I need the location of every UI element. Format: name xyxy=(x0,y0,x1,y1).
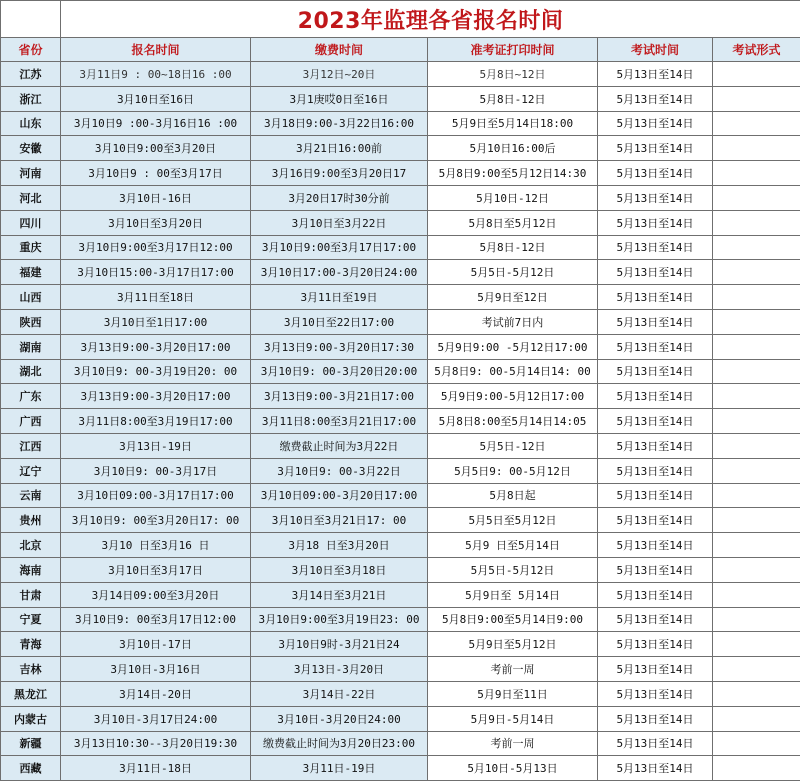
exam-time-cell: 5月13日至14日 xyxy=(598,433,713,458)
admit-card-time-cell: 5月10日16:00后 xyxy=(428,136,598,161)
exam-time-cell: 5月13日至14日 xyxy=(598,706,713,731)
registration-time-cell: 3月14日09:00至3月20日 xyxy=(61,582,251,607)
exam-format-cell xyxy=(713,384,800,409)
table-row xyxy=(1,607,800,632)
payment-time-cell: 3月13日9:00-3月21日17:00 xyxy=(251,384,428,409)
payment-time-cell: 3月13日-3月20日 xyxy=(251,657,428,682)
province-cell: 北京 xyxy=(1,533,61,558)
header-province: 省份 xyxy=(1,38,61,62)
exam-time-cell: 5月13日至14日 xyxy=(598,86,713,111)
registration-time-cell: 3月10日9:00至3月20日 xyxy=(61,136,251,161)
table-row xyxy=(1,706,800,731)
table-row xyxy=(1,508,800,533)
payment-time-cell: 3月14日-22日 xyxy=(251,681,428,706)
province-cell: 吉林 xyxy=(1,657,61,682)
table-row xyxy=(1,62,800,87)
exam-time-cell: 5月13日至14日 xyxy=(598,458,713,483)
title-row xyxy=(1,1,800,38)
province-cell: 陕西 xyxy=(1,309,61,334)
exam-time-cell: 5月13日至14日 xyxy=(598,657,713,682)
exam-format-cell xyxy=(713,136,800,161)
exam-format-cell xyxy=(713,607,800,632)
exam-time-cell: 5月13日至14日 xyxy=(598,210,713,235)
payment-time-cell: 3月10日9时-3月21日24 xyxy=(251,632,428,657)
registration-time-cell: 3月10日至1日17:00 xyxy=(61,309,251,334)
header-admit-card-time: 准考证打印时间 xyxy=(428,38,598,62)
registration-time-cell: 3月11日9 : 00~18日16 :00 xyxy=(61,62,251,87)
province-cell: 辽宁 xyxy=(1,458,61,483)
exam-time-cell: 5月13日至14日 xyxy=(598,185,713,210)
table-row xyxy=(1,409,800,434)
header-registration-time: 报名时间 xyxy=(61,38,251,62)
exam-time-cell: 5月13日至14日 xyxy=(598,111,713,136)
registration-time-cell: 3月10日-16日 xyxy=(61,185,251,210)
admit-card-time-cell: 5月5日9: 00-5月12日 xyxy=(428,458,598,483)
table-title xyxy=(61,1,800,38)
exam-time-cell: 5月13日至14日 xyxy=(598,285,713,310)
payment-time-cell: 3月21日16:00前 xyxy=(251,136,428,161)
province-cell: 青海 xyxy=(1,632,61,657)
province-cell: 山东 xyxy=(1,111,61,136)
exam-time-cell: 5月13日至14日 xyxy=(598,756,713,781)
table-row xyxy=(1,111,800,136)
exam-time-cell: 5月13日至14日 xyxy=(598,632,713,657)
exam-format-cell xyxy=(713,285,800,310)
admit-card-time-cell: 5月9日至12日 xyxy=(428,285,598,310)
admit-card-time-cell: 5月9日至11日 xyxy=(428,681,598,706)
payment-time-cell: 3月10日9: 00-3月22日 xyxy=(251,458,428,483)
exam-format-cell xyxy=(713,409,800,434)
header-row xyxy=(1,38,800,62)
province-cell: 浙江 xyxy=(1,86,61,111)
registration-time-cell: 3月10日9:00至3月17日12:00 xyxy=(61,235,251,260)
admit-card-time-cell: 5月8日~12日 xyxy=(428,62,598,87)
exam-time-cell: 5月13日至14日 xyxy=(598,161,713,186)
province-cell: 河南 xyxy=(1,161,61,186)
registration-time-cell: 3月10日9: 00-3月19日20: 00 xyxy=(61,359,251,384)
admit-card-time-cell: 5月5日-5月12日 xyxy=(428,260,598,285)
exam-time-cell: 5月13日至14日 xyxy=(598,409,713,434)
exam-time-cell: 5月13日至14日 xyxy=(598,508,713,533)
table-row xyxy=(1,285,800,310)
province-cell: 广西 xyxy=(1,409,61,434)
admit-card-time-cell: 5月5日-5月12日 xyxy=(428,557,598,582)
registration-time-cell: 3月11日至18日 xyxy=(61,285,251,310)
table-row xyxy=(1,657,800,682)
table-row xyxy=(1,260,800,285)
table-row xyxy=(1,582,800,607)
registration-time-cell: 3月13日9:00-3月20日17:00 xyxy=(61,384,251,409)
admit-card-time-cell: 5月8日至5月12日 xyxy=(428,210,598,235)
exam-time-cell: 5月13日至14日 xyxy=(598,607,713,632)
registration-time-cell: 3月10日9: 00至3月20日17: 00 xyxy=(61,508,251,533)
province-cell: 四川 xyxy=(1,210,61,235)
admit-card-time-cell: 5月8日9: 00-5月14日14: 00 xyxy=(428,359,598,384)
admit-card-time-cell: 5月9日至5月12日 xyxy=(428,632,598,657)
header-exam-format: 考试形式 xyxy=(713,38,800,62)
exam-time-cell: 5月13日至14日 xyxy=(598,582,713,607)
exam-time-cell: 5月13日至14日 xyxy=(598,533,713,558)
admit-card-time-cell: 5月9日9:00-5月12日17:00 xyxy=(428,384,598,409)
payment-time-cell: 3月11日至19日 xyxy=(251,285,428,310)
exam-format-cell xyxy=(713,111,800,136)
exam-format-cell xyxy=(713,582,800,607)
province-cell: 江西 xyxy=(1,433,61,458)
province-cell: 宁夏 xyxy=(1,607,61,632)
admit-card-time-cell: 5月9日-5月14日 xyxy=(428,706,598,731)
payment-time-cell: 3月10日至3月21日17: 00 xyxy=(251,508,428,533)
admit-card-time-cell: 5月8日-12日 xyxy=(428,235,598,260)
province-cell: 河北 xyxy=(1,185,61,210)
exam-time-cell: 5月13日至14日 xyxy=(598,235,713,260)
province-cell: 重庆 xyxy=(1,235,61,260)
province-cell: 湖北 xyxy=(1,359,61,384)
table-row xyxy=(1,235,800,260)
table-row xyxy=(1,433,800,458)
exam-format-cell xyxy=(713,235,800,260)
registration-time-cell: 3月10日至3月20日 xyxy=(61,210,251,235)
exam-format-cell xyxy=(713,86,800,111)
table-row xyxy=(1,681,800,706)
admit-card-time-cell: 5月9日至5月14日18:00 xyxy=(428,111,598,136)
registration-time-cell: 3月14日-20日 xyxy=(61,681,251,706)
payment-time-cell: 3月12日~20日 xyxy=(251,62,428,87)
payment-time-cell: 3月10日9:00至3月17日17:00 xyxy=(251,235,428,260)
exam-format-cell xyxy=(713,706,800,731)
table-row xyxy=(1,210,800,235)
registration-time-cell: 3月11日8:00至3月19日17:00 xyxy=(61,409,251,434)
table-row xyxy=(1,632,800,657)
registration-time-cell: 3月10日15:00-3月17日17:00 xyxy=(61,260,251,285)
exam-format-cell xyxy=(713,483,800,508)
registration-time-cell: 3月10日9 :00-3月16日16 :00 xyxy=(61,111,251,136)
admit-card-time-cell: 5月5日-12日 xyxy=(428,433,598,458)
exam-time-cell: 5月13日至14日 xyxy=(598,136,713,161)
exam-format-cell xyxy=(713,433,800,458)
payment-time-cell: 3月10日-3月20日24:00 xyxy=(251,706,428,731)
admit-card-time-cell: 考前一周 xyxy=(428,657,598,682)
registration-time-cell: 3月10日-3月17日24:00 xyxy=(61,706,251,731)
registration-time-cell: 3月10日至3月17日 xyxy=(61,557,251,582)
registration-time-cell: 3月13日9:00-3月20日17:00 xyxy=(61,334,251,359)
registration-time-cell: 3月10日-3月16日 xyxy=(61,657,251,682)
registration-time-cell: 3月10日09:00-3月17日17:00 xyxy=(61,483,251,508)
table-row xyxy=(1,309,800,334)
exam-format-cell xyxy=(713,185,800,210)
exam-time-cell: 5月13日至14日 xyxy=(598,334,713,359)
registration-time-cell: 3月10日-17日 xyxy=(61,632,251,657)
exam-format-cell xyxy=(713,309,800,334)
exam-time-cell: 5月13日至14日 xyxy=(598,731,713,756)
header-exam-time: 考试时间 xyxy=(598,38,713,62)
admit-card-time-cell: 5月8日8:00至5月14日14:05 xyxy=(428,409,598,434)
registration-time-cell: 3月13日-19日 xyxy=(61,433,251,458)
admit-card-time-cell: 5月8日9:00至5月14日9:00 xyxy=(428,607,598,632)
registration-time-cell: 3月10日9 : 00至3月17日 xyxy=(61,161,251,186)
admit-card-time-cell: 5月9日至 5月14日 xyxy=(428,582,598,607)
admit-card-time-cell: 5月5日至5月12日 xyxy=(428,508,598,533)
exam-format-cell xyxy=(713,731,800,756)
province-cell: 山西 xyxy=(1,285,61,310)
payment-time-cell: 缴费截止时间为3月22日 xyxy=(251,433,428,458)
payment-time-cell: 3月10日至3月18日 xyxy=(251,557,428,582)
exam-format-cell xyxy=(713,657,800,682)
province-cell: 甘肃 xyxy=(1,582,61,607)
payment-time-cell: 3月11日-19日 xyxy=(251,756,428,781)
registration-time-cell: 3月10日至16日 xyxy=(61,86,251,111)
payment-time-cell: 3月11日8:00至3月21日17:00 xyxy=(251,409,428,434)
payment-time-cell: 3月10日9:00至3月19日23: 00 xyxy=(251,607,428,632)
admit-card-time-cell: 5月10日-12日 xyxy=(428,185,598,210)
province-cell: 云南 xyxy=(1,483,61,508)
province-cell: 广东 xyxy=(1,384,61,409)
exam-time-cell: 5月13日至14日 xyxy=(598,681,713,706)
table-row xyxy=(1,756,800,781)
admit-card-time-cell: 5月8日起 xyxy=(428,483,598,508)
table-row xyxy=(1,483,800,508)
exam-format-cell xyxy=(713,557,800,582)
table-row xyxy=(1,161,800,186)
province-cell: 新疆 xyxy=(1,731,61,756)
admit-card-time-cell: 考前一周 xyxy=(428,731,598,756)
admit-card-time-cell: 5月10日-5月13日 xyxy=(428,756,598,781)
registration-time-cell: 3月10日9: 00-3月17日 xyxy=(61,458,251,483)
payment-time-cell: 3月16日9:00至3月20日17 xyxy=(251,161,428,186)
payment-time-cell: 3月20日17时30分前 xyxy=(251,185,428,210)
exam-format-cell xyxy=(713,210,800,235)
payment-time-cell: 3月10日至22日17:00 xyxy=(251,309,428,334)
exam-format-cell xyxy=(713,508,800,533)
exam-time-cell: 5月13日至14日 xyxy=(598,557,713,582)
payment-time-cell: 3月18日9:00-3月22日16:00 xyxy=(251,111,428,136)
exam-time-cell: 5月13日至14日 xyxy=(598,483,713,508)
exam-format-cell xyxy=(713,681,800,706)
payment-time-cell: 3月14日至3月21日 xyxy=(251,582,428,607)
admit-card-time-cell: 5月9日9:00 -5月12日17:00 xyxy=(428,334,598,359)
exam-time-cell: 5月13日至14日 xyxy=(598,309,713,334)
admit-card-time-cell: 5月8日9:00至5月12日14:30 xyxy=(428,161,598,186)
payment-time-cell: 3月10日09:00-3月20日17:00 xyxy=(251,483,428,508)
province-cell: 西藏 xyxy=(1,756,61,781)
exam-format-cell xyxy=(713,334,800,359)
table-row xyxy=(1,185,800,210)
table-row xyxy=(1,359,800,384)
province-cell: 福建 xyxy=(1,260,61,285)
province-cell: 海南 xyxy=(1,557,61,582)
payment-time-cell: 3月18 日至3月20日 xyxy=(251,533,428,558)
admit-card-time-cell: 考试前7日内 xyxy=(428,309,598,334)
exam-time-cell: 5月13日至14日 xyxy=(598,359,713,384)
registration-time-cell: 3月10 日至3月16 日 xyxy=(61,533,251,558)
province-cell: 湖南 xyxy=(1,334,61,359)
admit-card-time-cell: 5月8日-12日 xyxy=(428,86,598,111)
table-row xyxy=(1,86,800,111)
province-cell: 内蒙古 xyxy=(1,706,61,731)
exam-format-cell xyxy=(713,62,800,87)
table-row xyxy=(1,458,800,483)
payment-time-cell: 3月10日至3月22日 xyxy=(251,210,428,235)
province-cell: 安徽 xyxy=(1,136,61,161)
exam-time-cell: 5月13日至14日 xyxy=(598,384,713,409)
payment-time-cell: 缴费截止时间为3月20日23:00 xyxy=(251,731,428,756)
exam-format-cell xyxy=(713,359,800,384)
payment-time-cell: 3月10日17:00-3月20日24:00 xyxy=(251,260,428,285)
title-corner-cell xyxy=(1,1,61,38)
exam-time-cell: 5月13日至14日 xyxy=(598,62,713,87)
exam-format-cell xyxy=(713,756,800,781)
exam-format-cell xyxy=(713,632,800,657)
registration-time-cell: 3月11日-18日 xyxy=(61,756,251,781)
exam-format-cell xyxy=(713,161,800,186)
exam-time-cell: 5月13日至14日 xyxy=(598,260,713,285)
table-row xyxy=(1,557,800,582)
table-row xyxy=(1,731,800,756)
admit-card-time-cell: 5月9 日至5月14日 xyxy=(428,533,598,558)
registration-time-cell: 3月10日9: 00至3月17日12:00 xyxy=(61,607,251,632)
table-row xyxy=(1,136,800,161)
exam-format-cell xyxy=(713,533,800,558)
payment-time-cell: 3月10日9: 00-3月20日20:00 xyxy=(251,359,428,384)
table-row xyxy=(1,384,800,409)
exam-format-cell xyxy=(713,458,800,483)
title-text: 2023年监理各省报名时间 xyxy=(298,9,564,34)
exam-format-cell xyxy=(713,260,800,285)
province-cell: 江苏 xyxy=(1,62,61,87)
payment-time-cell: 3月13日9:00-3月20日17:30 xyxy=(251,334,428,359)
payment-time-cell: 3月1庚哎0日至16日 xyxy=(251,86,428,111)
header-payment-time: 缴费时间 xyxy=(251,38,428,62)
table-row xyxy=(1,533,800,558)
table-row xyxy=(1,334,800,359)
province-cell: 贵州 xyxy=(1,508,61,533)
province-cell: 黑龙江 xyxy=(1,681,61,706)
registration-time-cell: 3月13日10:30--3月20日19:30 xyxy=(61,731,251,756)
